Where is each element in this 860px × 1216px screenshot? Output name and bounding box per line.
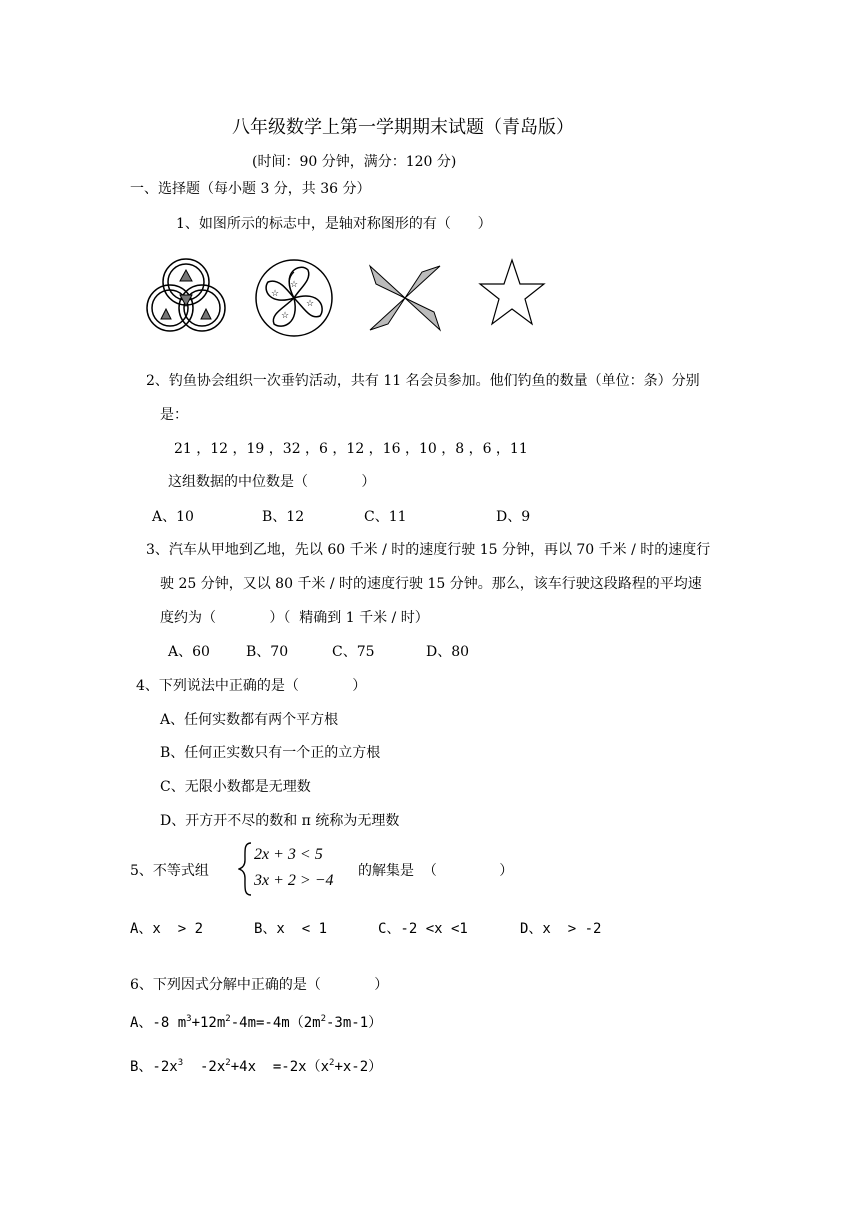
inequality-1: 2x + 3 < 5 [254, 846, 323, 863]
q6-option-b: B、$-2x^3$ $-2x^2+4x =-2x(x^2+x-2)$ [130, 1058, 383, 1075]
question-4-stem: 4、下列说法中正确的是（ ） [136, 678, 367, 694]
svg-text:☆: ☆ [306, 299, 315, 309]
svg-text:☆: ☆ [271, 289, 280, 299]
exam-info: (时间：90 分钟，满分：120 分) [252, 154, 457, 170]
q3-option-d: D、80 [426, 644, 470, 660]
q3-option-c: C、75 [332, 644, 375, 660]
q2-option-b: B、12 [262, 509, 305, 525]
q2-option-d: D、9 [496, 509, 531, 525]
question-2-data: 21 ，12 ，19 ，32 ，6 ，12 ，16 ，10 ，8 ，6 ，11 [174, 441, 528, 457]
inequality-2: 3x + 2 > −4 [254, 872, 334, 889]
section-heading: 一、选择题（每小题 3 分，共 36 分） [130, 181, 371, 197]
question-2-ask: 这组数据的中位数是（ ） [168, 474, 376, 490]
page-title: 八年级数学上第一学期期末试题（青岛版） [232, 117, 574, 138]
question-3-line2: 驶 25 分钟，又以 80 千米 / 时的速度行驶 15 分钟。那么，该车行驶这段路程的平均速 [160, 576, 702, 592]
q6-option-a: A、-8 $m^3+12m^2-4m=-4m(2m^2-3m-1)$ [130, 1014, 383, 1031]
q4-option-c: C、无限小数都是无理数 [160, 779, 311, 795]
question-1: 1、如图所示的标志中，是轴对称图形的有（ ） [176, 216, 492, 232]
bauhinia-logo-icon [256, 260, 332, 336]
question-3-line1: 3、汽车从甲地到乙地，先以 60 千米 / 时的速度行驶 15 分钟，再以 70 千米 / 时的速度行 [146, 542, 711, 558]
question-6-stem: 6、下列因式分解中正确的是（ ） [130, 977, 389, 993]
q3-option-a: A、60 [168, 644, 210, 660]
q5-option-c: C、-2 <x <1 [378, 921, 468, 937]
q5-option-d: D、x > -2 [520, 921, 602, 937]
q5-option-a: A、x > 2 [130, 921, 204, 937]
q4-option-a: A、任何实数都有两个平方根 [160, 712, 339, 728]
logo-figures [140, 252, 560, 342]
star-outline-icon [480, 260, 544, 324]
q5-option-b: B、x < 1 [254, 921, 328, 937]
trefoil-logo-icon [147, 259, 225, 331]
q4-option-b: B、任何正实数只有一个正的立方根 [160, 745, 381, 761]
question-5-prefix: 5、不等式组 [130, 863, 209, 879]
question-3-line3: 度约为（ ）（ 精确到 1 千米 / 时） [160, 610, 429, 626]
rhombus-pinwheel-icon [370, 266, 440, 330]
question-5-suffix: 的解集是 （ ） [358, 863, 514, 879]
q3-option-b: B、70 [246, 644, 289, 660]
svg-text:☆: ☆ [281, 311, 290, 321]
q2-option-a: A、10 [152, 509, 194, 525]
system-brace [238, 842, 254, 896]
question-2-line2: 是： [160, 407, 188, 423]
q4-option-d: D、开方开不尽的数和 π 统称为无理数 [160, 813, 400, 829]
question-2-line1: 2、钓鱼协会组织一次垂钓活动，共有 11 名会员参加。他们钓鱼的数量（单位：条）分别 [146, 373, 700, 389]
q2-option-c: C、11 [364, 509, 407, 525]
svg-text:☆: ☆ [290, 280, 299, 290]
